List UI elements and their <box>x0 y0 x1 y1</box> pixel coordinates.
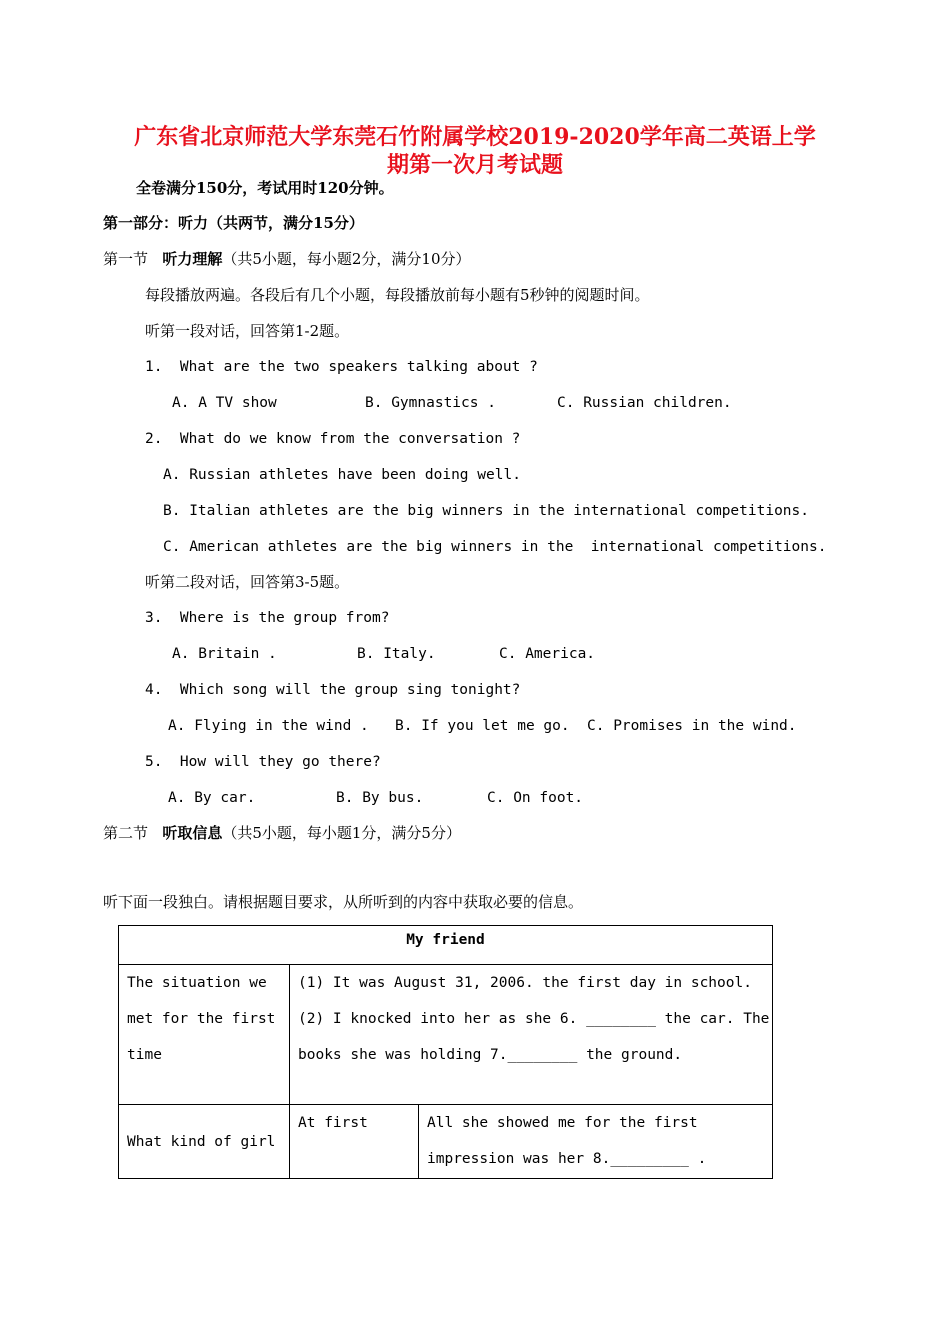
section1-desc: （共5小题，每小题2分，满分10分） <box>222 250 471 268</box>
row2-content-line: impression was her 8._________ . <box>427 1151 707 1167</box>
q1-option-c: C. Russian children. <box>557 395 732 411</box>
row2-label: What kind of girl <box>127 1133 276 1150</box>
row1-content-line: (1) It was August 31, 2006. the first day in school. <box>298 975 752 991</box>
instruction1: 每段播放两遍。各段后有几个小题，每段播放前每小题有5秒钟的阅题时间。 <box>145 286 650 304</box>
question-3: 3. Where is the group from? <box>145 610 390 626</box>
part1-heading: 第一部分：听力（共两节，满分15分） <box>103 214 364 232</box>
row1-content-line: books she was holding 7.________ the ground. <box>298 1047 683 1063</box>
question-5: 5. How will they go there? <box>145 754 381 770</box>
q5-option-c: C. On foot. <box>487 790 584 806</box>
question-1: 1. What are the two speakers talking about ? <box>145 359 538 375</box>
q3-option-b: B. Italy. <box>357 646 436 662</box>
row1-label-cell <box>119 965 290 1105</box>
row2-mid-cell <box>290 1105 419 1179</box>
q4-option-c: C. Promises in the wind. <box>587 718 797 734</box>
question-4: 4. Which song will the group sing tonight? <box>145 682 521 698</box>
q2-option-a: A. Russian athletes have been doing well. <box>163 467 521 483</box>
dialog1-instruction: 听第一段对话，回答第1-2题。 <box>145 322 350 340</box>
q4-option-a: A. Flying in the wind . <box>168 718 369 734</box>
document-title-line2: 期第一次月考试题 <box>386 152 563 178</box>
section2-heading <box>103 823 461 843</box>
section1-heading <box>103 249 471 269</box>
section1-name: 听力理解 <box>162 250 223 268</box>
row1-label-line: The situation we <box>127 975 267 991</box>
row2-label-cell <box>119 1105 290 1179</box>
section1-label: 第一节 <box>103 250 149 268</box>
q3-option-a: A. Britain . <box>172 646 277 662</box>
q3-option-c: C. America. <box>499 646 596 662</box>
row2-content-line: All she showed me for the first <box>427 1115 698 1131</box>
instruction2: 听下面一段独白。请根据题目要求，从所听到的内容中获取必要的信息。 <box>103 893 584 911</box>
row1-label-line: time <box>127 1047 162 1063</box>
q5-option-a: A. By car. <box>168 790 256 806</box>
exam-info: 全卷满分150分，考试用时120分钟。 <box>136 179 394 197</box>
q1-option-b: B. Gymnastics . <box>365 395 496 411</box>
dialog2-instruction: 听第二段对话，回答第3-5题。 <box>145 573 350 591</box>
row1-content-cell <box>290 965 773 1105</box>
section2-desc: （共5小题，每小题1分，满分5分） <box>222 824 461 842</box>
q4-option-b: B. If you let me go. <box>395 718 570 734</box>
table-header: My friend <box>119 926 773 965</box>
section2-label: 第二节 <box>103 824 149 842</box>
q1-option-a: A. A TV show <box>172 395 277 411</box>
row2-content-cell <box>419 1105 773 1179</box>
q2-option-c: C. American athletes are the big winners in the international competitions. <box>163 539 827 555</box>
document-title-line1: 广东省北京师范大学东莞石竹附属学校2019-2020学年高二英语上学 <box>134 124 816 150</box>
row1-label-line: met for the first <box>127 1011 276 1027</box>
row1-content-line: (2) I knocked into her as she 6. ________ the car. The <box>298 1011 770 1027</box>
q5-option-b: B. By bus. <box>336 790 424 806</box>
question-2: 2. What do we know from the conversation ? <box>145 431 521 447</box>
row2-mid: At first <box>298 1115 368 1131</box>
info-table <box>118 925 773 1179</box>
q2-option-b: B. Italian athletes are the big winners in the international competitions. <box>163 503 810 519</box>
section2-name: 听取信息 <box>162 824 223 842</box>
